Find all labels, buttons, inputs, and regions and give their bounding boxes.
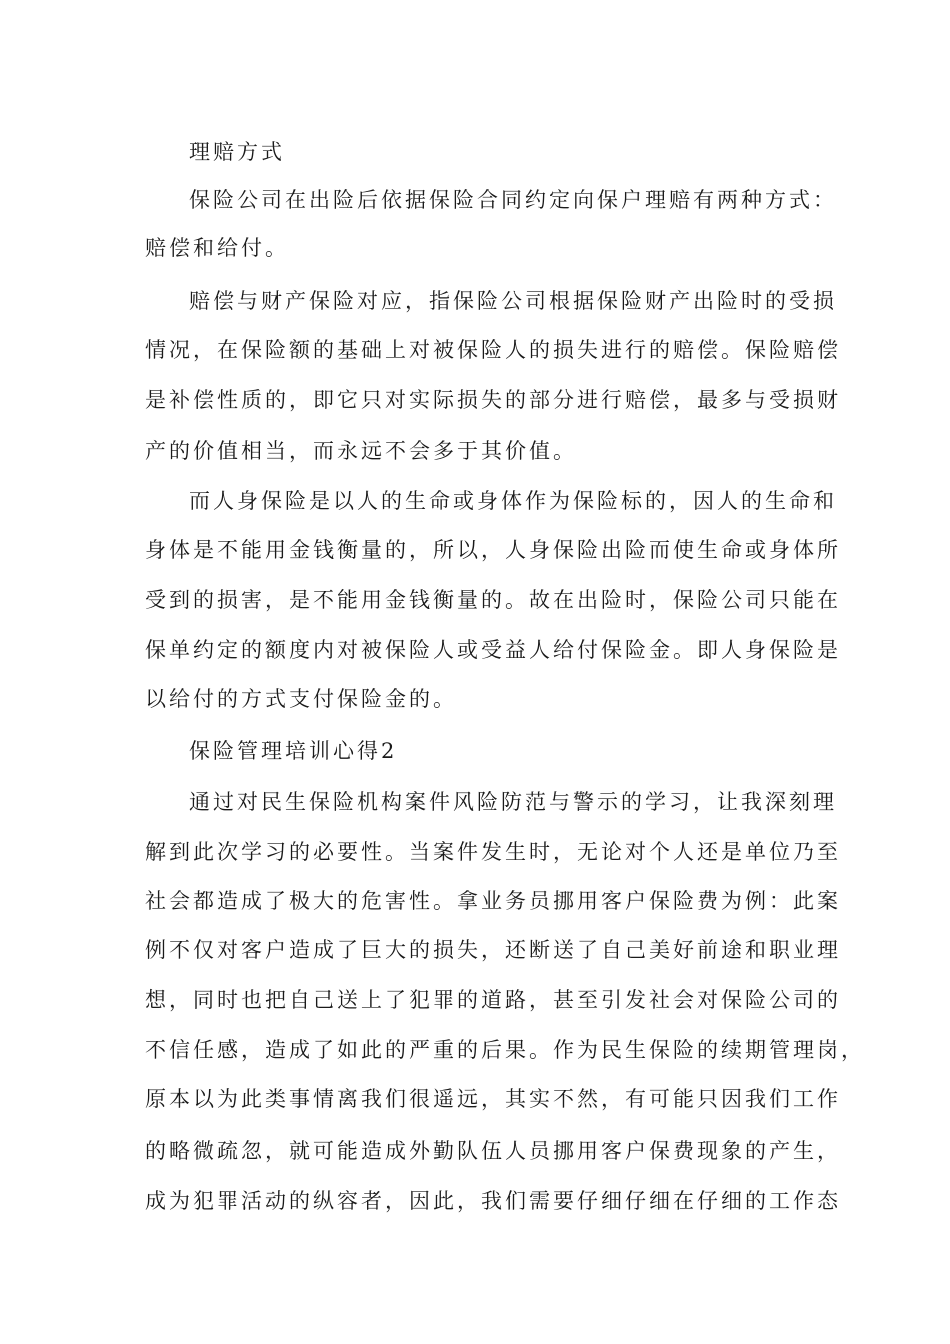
paragraph-line: 产的价值相当，而永远不会多于其价值。 [145, 439, 577, 463]
paragraph-line: 社会都造成了极大的危害性。拿业务员挪用客户保险费为例：此案 [145, 889, 841, 913]
paragraph-line: 成为犯罪活动的纵容者，因此，我们需要仔细仔细在仔细的工作态 [145, 1189, 841, 1213]
paragraph-line: 而人身保险是以人的生命或身体作为保险标的，因人的生命和 [189, 489, 837, 513]
paragraph-line: 赔偿和给付。 [145, 236, 289, 260]
paragraph-line: 赔偿与财产保险对应，指保险公司根据保险财产出险时的受损 [189, 289, 837, 313]
paragraph-line: 例不仅对客户造成了巨大的损失，还断送了自己美好前途和职业理 [145, 938, 841, 962]
paragraph-line: 受到的损害，是不能用金钱衡量的。故在出险时，保险公司只能在 [145, 588, 841, 612]
paragraph-line: 情况，在保险额的基础上对被保险人的损失进行的赔偿。保险赔偿 [145, 338, 841, 362]
paragraph-line: 通过对民生保险机构案件风险防范与警示的学习，让我深刻理 [189, 790, 837, 814]
paragraph-line: 保险公司在出险后依据保险合同约定向保户理赔有两种方式： [189, 188, 837, 212]
paragraph-line: 身体是不能用金钱衡量的，所以，人身保险出险而使生命或身体所 [145, 538, 841, 562]
paragraph-line: 保单约定的额度内对被保险人或受益人给付保险金。即人身保险是 [145, 638, 841, 662]
paragraph-line: 不信任感，造成了如此的严重的后果。作为民生保险的续期管理岗， [145, 1038, 865, 1062]
paragraph-line: 想，同时也把自己送上了犯罪的道路，甚至引发社会对保险公司的 [145, 988, 841, 1012]
section-heading-training-notes-2: 保险管理培训心得2 [189, 739, 398, 763]
paragraph-line: 的略微疏忽，就可能造成外勤队伍人员挪用客户保费现象的产生， [145, 1139, 841, 1163]
paragraph-line: 以给付的方式支付保险金的。 [145, 687, 457, 711]
paragraph-line: 解到此次学习的必要性。当案件发生时，无论对个人还是单位乃至 [145, 840, 841, 864]
paragraph-line: 是补偿性质的，即它只对实际损失的部分进行赔偿，最多与受损财 [145, 388, 841, 412]
paragraph-line: 原本以为此类事情离我们很遥远，其实不然，有可能只因我们工作 [145, 1087, 841, 1111]
section-heading-claims-method: 理赔方式 [189, 140, 285, 164]
